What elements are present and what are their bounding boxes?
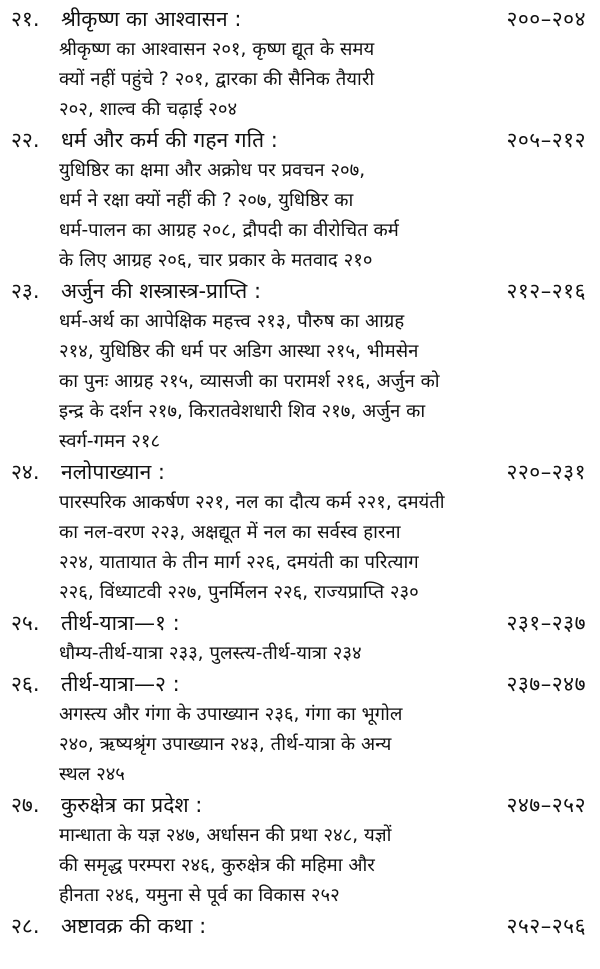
contents-entry — [0, 911, 600, 942]
subtopic-line: २१४, युधिष्ठिर की धर्म पर अडिग आस्था २१५, भीमसेन — [59, 341, 419, 362]
entry-subtopics — [0, 639, 600, 669]
contents-entry — [0, 608, 600, 669]
subtopic-line: २०२, शाल्व की चढ़ाई २०४ — [59, 99, 238, 120]
subtopic-line: हीनता २४६, यमुना से पूर्व का विकास २५२ — [59, 885, 340, 906]
entry-heading — [0, 790, 600, 821]
subtopic-line: का पुनः आग्रह २१५, व्यासजी का परामर्श २१६, अर्जुन को — [59, 371, 440, 392]
chapter-number: २३. — [11, 279, 40, 303]
chapter-title: धर्म और कर्म की गहन गति : — [61, 128, 278, 152]
entry-subtopics — [0, 821, 600, 911]
chapter-number: २५. — [11, 611, 40, 635]
chapter-title: अर्जुन की शस्त्रास्त्र-प्राप्ति : — [61, 279, 262, 303]
chapter-number: २६. — [11, 672, 40, 696]
subtopic-line: के लिए आग्रह २०६, चार प्रकार के मतवाद २१० — [59, 250, 373, 271]
subtopic-line: युधिष्ठिर का क्षमा और अक्रोध पर प्रवचन २०७, — [59, 160, 366, 181]
chapter-number: २८. — [11, 914, 40, 938]
entry-heading-left — [11, 608, 180, 639]
entry-heading — [0, 669, 600, 700]
entry-subtopics — [0, 307, 600, 457]
page-range: २१२–२१६ — [506, 279, 586, 303]
page-range: २२०–२३१ — [506, 460, 586, 484]
chapter-number: २७. — [11, 793, 40, 817]
contents-list — [0, 4, 600, 942]
chapter-title: श्रीकृष्ण का आश्वासन : — [61, 7, 242, 31]
entry-heading — [0, 608, 600, 639]
entry-heading-left — [11, 790, 202, 821]
subtopic-line: २४०, ऋष्यश्रृंग उपाख्यान २४३, तीर्थ-यात्रा के अन्य — [59, 734, 392, 755]
entry-heading — [0, 125, 600, 156]
entry-heading — [0, 457, 600, 488]
page-range: २४७–२५२ — [506, 793, 586, 817]
subtopic-line: की समृद्ध परम्परा २४६, कुरुक्षेत्र की महिमा और — [59, 855, 375, 876]
subtopic-line: स्वर्ग-गमन २१८ — [59, 431, 161, 452]
chapter-number: २२. — [11, 128, 40, 152]
subtopic-line: इन्द्र के दर्शन २१७, किरातवेशधारी शिव २१७, अर्जुन का — [59, 401, 426, 422]
page-range: २५२–२५६ — [506, 914, 586, 938]
subtopic-line: २२६, विंध्याटवी २२७, पुनर्मिलन २२६, राज्यप्राप्ति २३० — [59, 582, 419, 603]
entry-heading — [0, 276, 600, 307]
entry-subtopics — [0, 156, 600, 276]
chapter-title: अष्टावक्र की कथा : — [61, 914, 207, 938]
page-range: २००–२०४ — [506, 7, 586, 31]
contents-entry — [0, 125, 600, 276]
subtopic-line: २२४, यातायात के तीन मार्ग २२६, दमयंती का परित्याग — [59, 552, 419, 573]
subtopic-line: धर्म-अर्थ का आपेक्षिक महत्त्व २१३, पौरुष का आग्रह — [59, 311, 405, 332]
entry-heading — [0, 911, 600, 942]
entry-heading-left — [11, 669, 180, 700]
entry-heading-left — [11, 911, 206, 942]
page-range: २३१–२३७ — [506, 611, 586, 635]
chapter-number: २४. — [11, 460, 40, 484]
subtopic-line: अगस्त्य और गंगा के उपाख्यान २३६, गंगा का भूगोल — [59, 704, 403, 725]
entry-heading-left — [11, 4, 241, 35]
entry-heading-left — [11, 457, 165, 488]
chapter-title: तीर्थ-यात्रा—२ : — [61, 672, 180, 696]
chapter-title: कुरुक्षेत्र का प्रदेश : — [61, 793, 203, 817]
page-range: २३७–२४७ — [506, 672, 586, 696]
subtopic-line: क्यों नहीं पहुंचे ? २०१, द्वारका की सैनिक तैयारी — [59, 69, 375, 90]
chapter-number: २१. — [11, 7, 40, 31]
contents-entry — [0, 790, 600, 911]
subtopic-line: स्थल २४५ — [59, 764, 125, 785]
subtopic-line: का नल-वरण २२३, अक्षद्यूत में नल का सर्वस्व हारना — [59, 522, 401, 543]
contents-entry — [0, 276, 600, 457]
entry-subtopics — [0, 488, 600, 608]
entry-heading-left — [11, 125, 278, 156]
page-range: २०५–२१२ — [506, 128, 586, 152]
subtopic-line: धर्म ने रक्षा क्यों नहीं की ? २०७, युधिष्ठिर का — [59, 190, 354, 211]
contents-entry — [0, 457, 600, 608]
contents-entry — [0, 669, 600, 790]
subtopic-line: धर्म-पालन का आग्रह २०८, द्रौपदी का वीरोचित कर्म — [59, 220, 399, 241]
subtopic-line: मान्धाता के यज्ञ २४७, अर्धासन की प्रथा २४८, यज्ञों — [59, 825, 392, 846]
contents-entry — [0, 4, 600, 125]
entry-subtopics — [0, 35, 600, 125]
subtopic-line: पारस्परिक आकर्षण २२१, नल का दौत्य कर्म २२१, दमयंती — [59, 492, 445, 513]
entry-heading — [0, 4, 600, 35]
chapter-title: तीर्थ-यात्रा—१ : — [61, 611, 180, 635]
subtopic-line: श्रीकृष्ण का आश्वासन २०१, कृष्ण द्यूत के समय — [59, 39, 375, 60]
entry-heading-left — [11, 276, 261, 307]
chapter-title: नलोपाख्यान : — [61, 460, 166, 484]
subtopic-line: धौम्य-तीर्थ-यात्रा २३३, पुलस्त्य-तीर्थ-यात्रा २३४ — [59, 643, 362, 664]
entry-subtopics — [0, 700, 600, 790]
